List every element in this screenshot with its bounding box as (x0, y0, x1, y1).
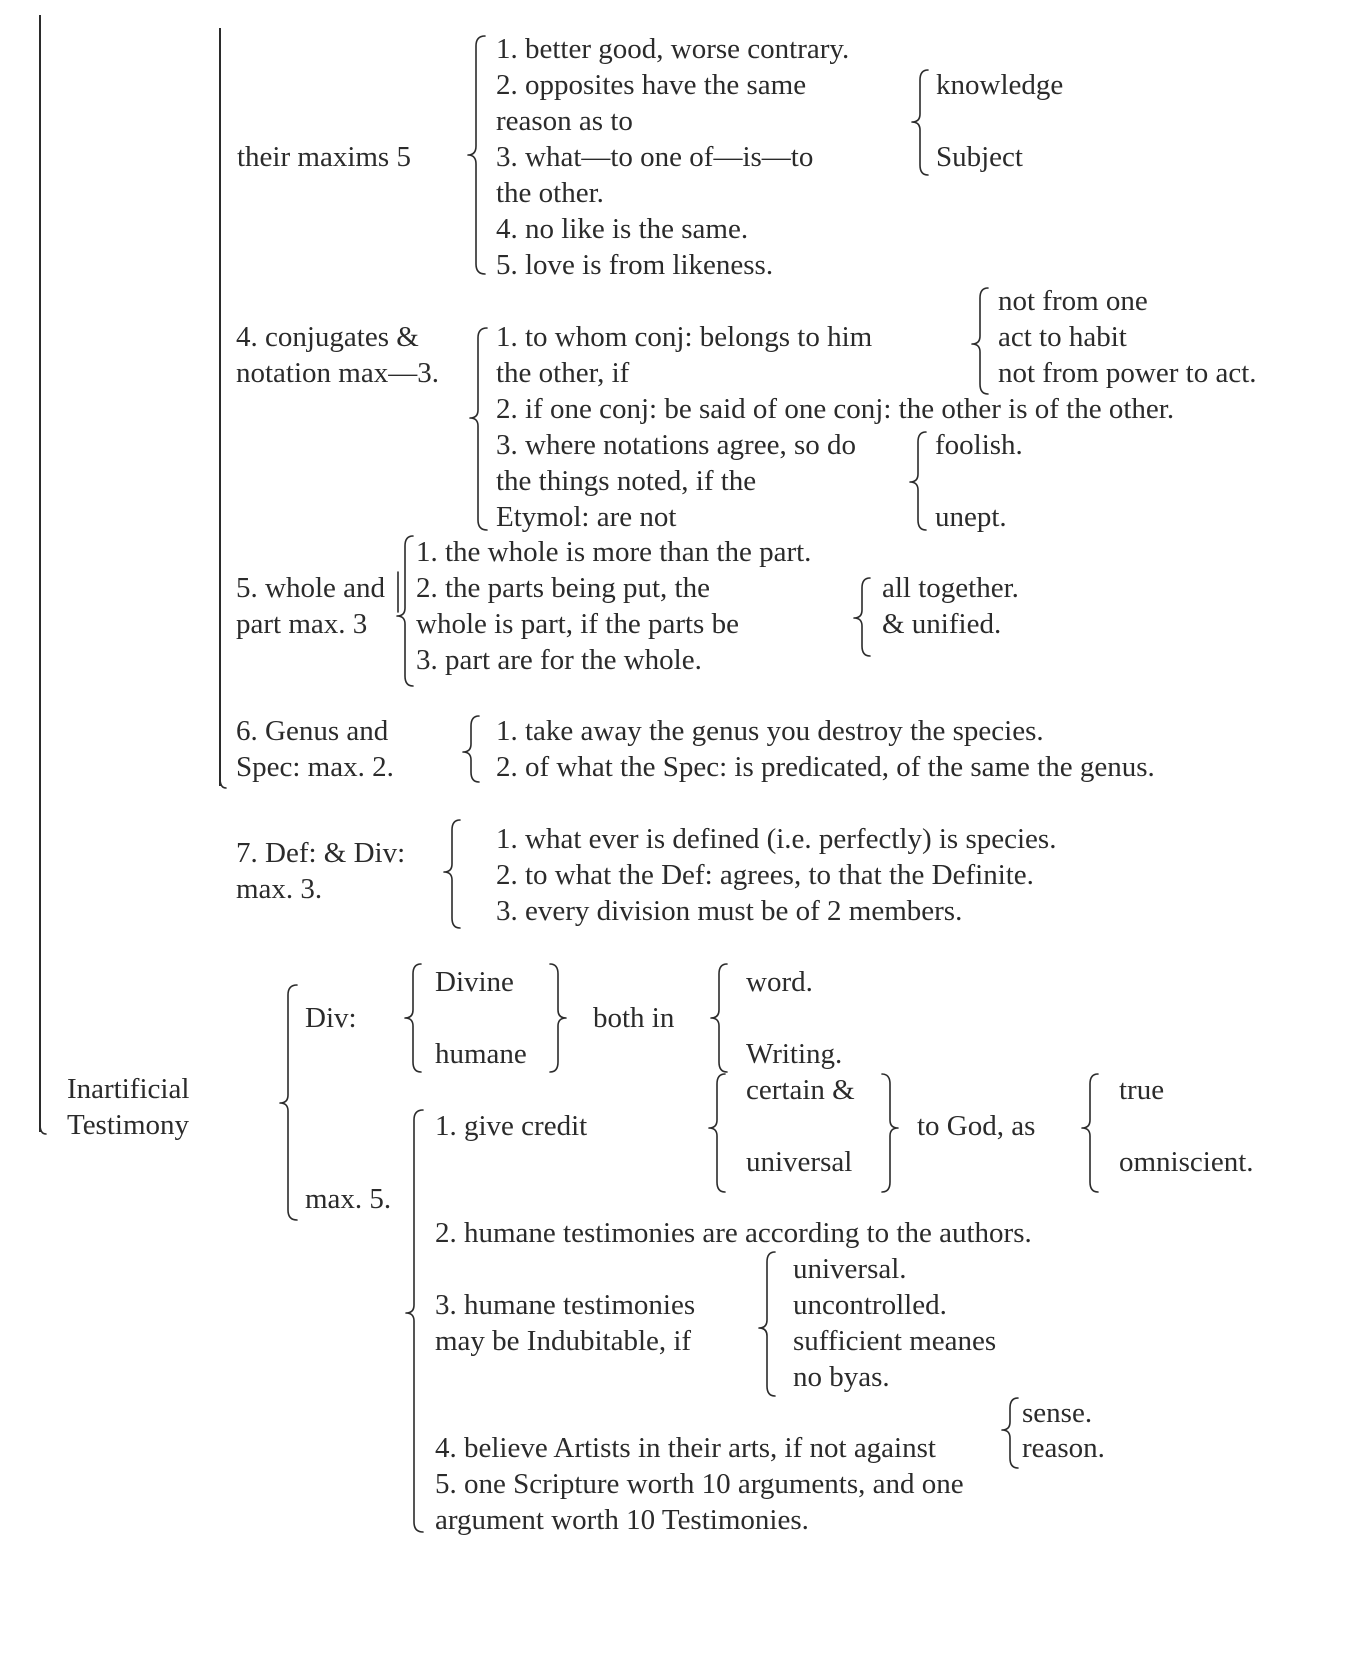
whole-brace (397, 536, 413, 686)
medium-writing: Writing. (746, 1038, 843, 1070)
whole-cond-2: & unified. (882, 608, 1002, 640)
definition-item-3: 3. every division must be of 2 members. (496, 895, 963, 927)
maxims-sub-brace (912, 70, 928, 175)
conjugates-item-3-line-3: Etymol: are not (496, 501, 677, 533)
conjugates-heading-line-1: 4. conjugates & (236, 321, 419, 353)
maxims-sub-knowledge: knowledge (936, 69, 1064, 101)
indubitable-cond-3: sufficient meanes (793, 1325, 997, 1357)
genus-item-2: 2. of what the Spec: is predicated, of the same the genus. (496, 751, 1155, 783)
definition-heading-line-2: max. 3. (236, 873, 323, 905)
genus-heading-line-1: 6. Genus and (236, 715, 389, 747)
maxims-item-2-line-2: reason as to (496, 105, 633, 137)
max-brace (406, 1110, 423, 1532)
maxims-heading: their maxims 5 (237, 141, 411, 173)
conjugates-item-3-line-2: the things noted, if the (496, 465, 757, 497)
maxims-item-2-line-1: 2. opposites have the same (496, 69, 807, 101)
indubitable-brace (759, 1252, 775, 1396)
maxims-sub-subject: Subject (936, 141, 1023, 173)
testimony-item-3-line-2: may be Indubitable, if (435, 1325, 692, 1357)
whole-heading-line-1: 5. whole and (236, 572, 385, 604)
maxims-item-3-line-1: 3. what—to one of—is—to (496, 141, 814, 173)
etym-brace (910, 432, 926, 530)
div-kind-humane: humane (435, 1038, 527, 1070)
indubitable-cond-4: no byas. (793, 1361, 890, 1393)
credit-kind-certain: certain & (746, 1074, 855, 1106)
conjugates-item-1-line-2: the other, if (496, 357, 630, 389)
maxims-brace (468, 36, 485, 274)
conjugates-cond-brace (972, 288, 988, 394)
god-attr-omniscient: omniscient. (1119, 1146, 1254, 1178)
medium-word: word. (746, 966, 813, 998)
maxims-item-5: 5. love is from likeness. (496, 249, 774, 281)
god-attrs-brace (1082, 1074, 1098, 1192)
conjugates-item-2: 2. if one conj: be said of one conj: the other is of the other. (496, 393, 1175, 425)
testimony-item-3-line-1: 3. humane testimonies (435, 1289, 696, 1321)
credit-kind-universal: universal (746, 1146, 853, 1178)
definition-item-2: 2. to what the Def: agrees, to that the Definite. (496, 859, 1034, 891)
whole-item-2-line-1: 2. the parts being put, the (416, 572, 710, 604)
outer-rule-hook (40, 1124, 46, 1134)
artists-brace (1002, 1398, 1018, 1468)
whole-item-1: 1. the whole is more than the part. (416, 536, 812, 568)
definition-heading-line-1: 7. Def: & Div: (236, 837, 406, 869)
media-brace (711, 964, 727, 1072)
definition-item-1: 1. what ever is defined (i.e. perfectly) is species. (496, 823, 1057, 855)
conjugates-cond-2: act to habit (998, 321, 1127, 353)
testimony-item-2: 2. humane testimonies are according to the authors. (435, 1217, 1032, 1249)
etym-foolish: foolish. (935, 429, 1023, 461)
whole-item-2-line-2: whole is part, if the parts be (416, 608, 739, 640)
conjugates-item-3-line-1: 3. where notations agree, so do (496, 429, 856, 461)
maxims-item-3-line-2: the other. (496, 177, 604, 209)
inner-rule-hook (220, 778, 226, 788)
conjugates-item-1-line-1: 1. to whom conj: belongs to him (496, 321, 873, 353)
credit-kinds-brace (709, 1074, 725, 1192)
artists-cond-reason: reason. (1022, 1432, 1105, 1464)
conjugates-cond-1: not from one (998, 285, 1148, 317)
testimony-heading-line-2: Testimony (67, 1109, 190, 1141)
conjugates-brace (470, 328, 487, 530)
credit-kinds-close-brace (882, 1074, 898, 1192)
testimony-item-4: 4. believe Artists in their arts, if not against (435, 1432, 936, 1464)
to-god-label: to God, as (917, 1110, 1036, 1142)
etym-unept: unept. (935, 501, 1007, 533)
conjugates-heading-line-2: notation max—3. (236, 357, 439, 389)
artists-cond-sense: sense. (1022, 1397, 1093, 1429)
div-kinds-close-brace (550, 964, 566, 1072)
maxims-item-4: 4. no like is the same. (496, 213, 749, 245)
whole-item-3: 3. part are for the whole. (416, 644, 702, 676)
both-in-label: both in (593, 1002, 675, 1034)
genus-brace (463, 716, 479, 782)
div-kind-divine: Divine (435, 966, 514, 998)
testimony-heading-line-1: Inartificial (67, 1073, 190, 1105)
whole-cond-1: all together. (882, 572, 1019, 604)
genus-heading-line-2: Spec: max. 2. (236, 751, 394, 783)
whole-heading-line-2: part max. 3 (236, 608, 368, 640)
credit-item: 1. give credit (435, 1110, 588, 1142)
max-label: max. 5. (305, 1183, 392, 1215)
testimony-item-5-line-2: argument worth 10 Testimonies. (435, 1504, 809, 1536)
div-label: Div: (305, 1002, 357, 1034)
whole-cond-brace (854, 578, 870, 656)
indubitable-cond-2: uncontrolled. (793, 1289, 947, 1321)
conjugates-cond-3: not from power to act. (998, 357, 1257, 389)
testimony-brace (280, 985, 297, 1220)
div-kinds-brace (405, 964, 421, 1072)
indubitable-cond-1: universal. (793, 1253, 907, 1285)
testimony-item-5-line-1: 5. one Scripture worth 10 arguments, and one (435, 1468, 964, 1500)
god-attr-true: true (1119, 1074, 1165, 1106)
maxims-item-1: 1. better good, worse contrary. (496, 33, 850, 65)
genus-item-1: 1. take away the genus you destroy the species. (496, 715, 1044, 747)
definition-brace (444, 820, 460, 928)
